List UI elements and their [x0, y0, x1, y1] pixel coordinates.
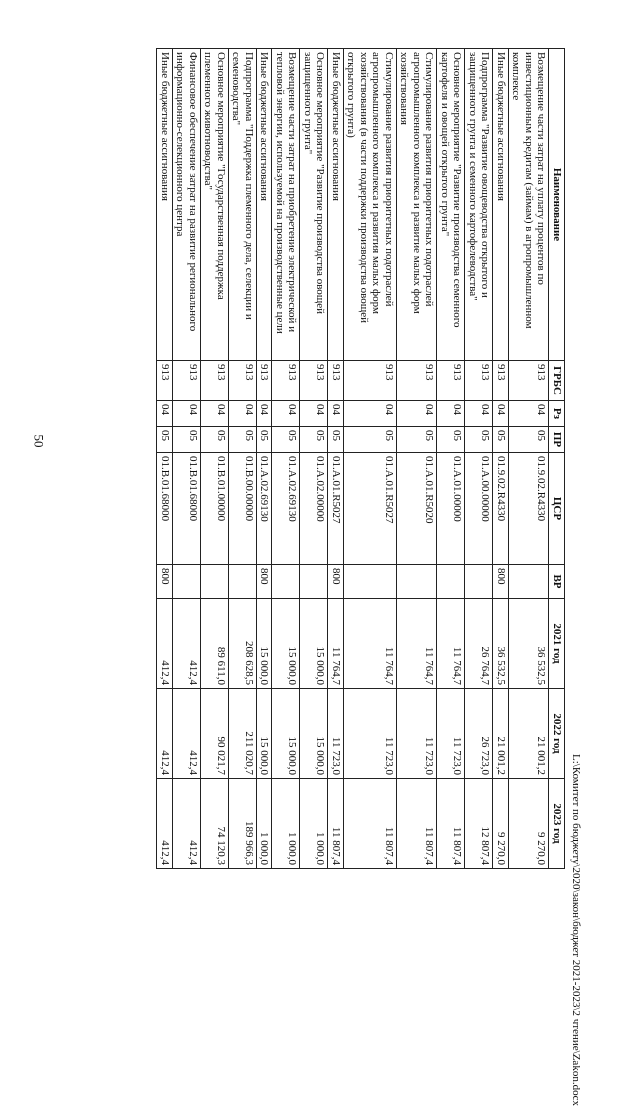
cell-csr: 01.В.01.68000 [173, 453, 201, 565]
cell-y2023: 189 966,3 [229, 779, 257, 869]
cell-y2021: 15 000,0 [257, 599, 273, 689]
header-grbs: ГРБС [549, 361, 565, 401]
cell-pr: 05 [344, 427, 397, 453]
cell-y2022: 412,4 [173, 689, 201, 779]
cell-y2022: 21 001,2 [493, 689, 509, 779]
cell-pr: 05 [509, 427, 550, 453]
cell-rz: 04 [229, 401, 257, 427]
cell-y2021: 412,4 [173, 599, 201, 689]
cell-vr [465, 565, 493, 599]
table-row [328, 49, 344, 869]
cell-csr: 01.А.01.R5027 [344, 453, 397, 565]
header-name: Наименование [549, 49, 565, 361]
cell-y2022: 15 000,0 [272, 689, 300, 779]
table-row [229, 49, 257, 869]
cell-rz: 04 [493, 401, 509, 427]
cell-name: Подпрограмма "Поддержка племенного дела, селекции и семеноводства" [229, 49, 257, 361]
cell-vr [300, 565, 328, 599]
cell-y2021: 11 764,7 [328, 599, 344, 689]
cell-rz: 04 [397, 401, 438, 427]
cell-name: Стимулирование развития приоритетных подотраслей агропромышленного комплекса и развития малых форм хозяйствования (в части поддержки производства овощей открытого грунта) [344, 49, 397, 361]
cell-name: Подпрограмма "Развитие овощеводства открытого и защищенного грунта и семенного картофелеводства" [465, 49, 493, 361]
cell-csr: 01.А.02.00000 [300, 453, 328, 565]
cell-y2023: 412,4 [157, 779, 173, 869]
cell-y2023: 1 000,0 [272, 779, 300, 869]
cell-y2023: 9 270,0 [509, 779, 550, 869]
cell-csr: 01.А.02.69130 [257, 453, 273, 565]
cell-name: Иные бюджетные ассигнования [493, 49, 509, 361]
cell-rz: 04 [201, 401, 229, 427]
cell-grbs: 913 [201, 361, 229, 401]
cell-vr: 800 [328, 565, 344, 599]
budget-table [157, 48, 566, 869]
cell-y2021: 26 764,7 [465, 599, 493, 689]
cell-vr [437, 565, 465, 599]
cell-vr [229, 565, 257, 599]
cell-csr: 01.А.01.R5027 [328, 453, 344, 565]
table-row [157, 49, 173, 869]
table-row [173, 49, 201, 869]
table-row [201, 49, 229, 869]
cell-vr [201, 565, 229, 599]
cell-vr [272, 565, 300, 599]
cell-name: Основное мероприятие "Развитие производства овощей защищенного грунта" [300, 49, 328, 361]
cell-pr: 05 [465, 427, 493, 453]
table-row [509, 49, 550, 869]
cell-name: Основное мероприятие "Государственная поддержка племенного животноводства" [201, 49, 229, 361]
cell-y2021: 11 764,7 [437, 599, 465, 689]
cell-y2022: 412,4 [157, 689, 173, 779]
cell-rz: 04 [509, 401, 550, 427]
cell-grbs: 913 [437, 361, 465, 401]
cell-grbs: 913 [173, 361, 201, 401]
page-number: 50 [31, 434, 47, 448]
cell-grbs: 913 [229, 361, 257, 401]
cell-vr: 800 [493, 565, 509, 599]
cell-y2023: 11 807,4 [344, 779, 397, 869]
table-header-row [549, 49, 565, 869]
cell-y2021: 208 628,5 [229, 599, 257, 689]
cell-csr: 01.9.02.R4330 [493, 453, 509, 565]
cell-y2022: 15 000,0 [257, 689, 273, 779]
cell-y2023: 74 120,3 [201, 779, 229, 869]
cell-name: Иные бюджетные ассигнования [328, 49, 344, 361]
cell-vr: 800 [157, 565, 173, 599]
cell-y2021: 11 764,7 [344, 599, 397, 689]
cell-pr: 05 [173, 427, 201, 453]
cell-pr: 05 [229, 427, 257, 453]
cell-y2021: 15 000,0 [272, 599, 300, 689]
table-row [465, 49, 493, 869]
table-row [300, 49, 328, 869]
cell-pr: 05 [257, 427, 273, 453]
budget-table-container [100, 48, 565, 868]
cell-y2021: 15 000,0 [300, 599, 328, 689]
cell-y2023: 11 807,4 [397, 779, 438, 869]
cell-pr: 05 [493, 427, 509, 453]
cell-vr: 800 [257, 565, 273, 599]
header-2021: 2021 год [549, 599, 565, 689]
cell-csr: 01.9.02.R4330 [509, 453, 550, 565]
cell-csr: 01.А.02.69130 [272, 453, 300, 565]
cell-name: Иные бюджетные ассигнования [157, 49, 173, 361]
table-row [437, 49, 465, 869]
cell-rz: 04 [344, 401, 397, 427]
cell-y2023: 12 807,4 [465, 779, 493, 869]
cell-y2022: 11 723,0 [397, 689, 438, 779]
cell-y2021: 36 532,5 [493, 599, 509, 689]
cell-y2023: 412,4 [173, 779, 201, 869]
cell-grbs: 913 [272, 361, 300, 401]
cell-y2022: 90 021,7 [201, 689, 229, 779]
cell-csr: 01.А.01.R5020 [397, 453, 438, 565]
cell-vr [509, 565, 550, 599]
cell-y2022: 26 723,0 [465, 689, 493, 779]
cell-y2023: 1 000,0 [300, 779, 328, 869]
cell-rz: 04 [257, 401, 273, 427]
cell-pr: 05 [328, 427, 344, 453]
header-2022: 2022 год [549, 689, 565, 779]
cell-pr: 05 [201, 427, 229, 453]
cell-y2023: 9 270,0 [493, 779, 509, 869]
cell-csr: 01.В.00.00000 [229, 453, 257, 565]
cell-rz: 04 [173, 401, 201, 427]
cell-rz: 04 [465, 401, 493, 427]
cell-y2022: 11 723,0 [328, 689, 344, 779]
cell-rz: 04 [157, 401, 173, 427]
cell-grbs: 913 [493, 361, 509, 401]
cell-y2023: 1 000,0 [257, 779, 273, 869]
cell-y2021: 36 532,5 [509, 599, 550, 689]
cell-rz: 04 [328, 401, 344, 427]
cell-y2023: 11 807,4 [328, 779, 344, 869]
cell-pr: 05 [272, 427, 300, 453]
header-vr: ВР [549, 565, 565, 599]
cell-vr [344, 565, 397, 599]
cell-name: Стимулирование развития приоритетных подотраслей агропромышленного комплекса и развитие малых форм хозяйствования [397, 49, 438, 361]
cell-y2021: 412,4 [157, 599, 173, 689]
cell-y2021: 11 764,7 [397, 599, 438, 689]
cell-pr: 05 [437, 427, 465, 453]
cell-y2022: 21 001,2 [509, 689, 550, 779]
cell-pr: 05 [300, 427, 328, 453]
cell-y2022: 211 020,7 [229, 689, 257, 779]
cell-grbs: 913 [465, 361, 493, 401]
cell-pr: 05 [397, 427, 438, 453]
header-2023: 2023 год [549, 779, 565, 869]
cell-csr: 01.В.01.00000 [201, 453, 229, 565]
cell-grbs: 913 [344, 361, 397, 401]
cell-y2022: 11 723,0 [437, 689, 465, 779]
table-row [493, 49, 509, 869]
cell-csr: 01.А.00.00000 [465, 453, 493, 565]
cell-name: Иные бюджетные ассигнования [257, 49, 273, 361]
cell-grbs: 913 [300, 361, 328, 401]
cell-y2021: 89 611,0 [201, 599, 229, 689]
cell-name: Основное мероприятие "Развитие производства семенного картофеля и овощей открытого грунта" [437, 49, 465, 361]
header-rz: Рз [549, 401, 565, 427]
cell-grbs: 913 [328, 361, 344, 401]
header-csr: ЦСР [549, 453, 565, 565]
cell-name: Возмещение части затрат на приобретение электрической и тепловой энергии, используемой на производственные цели [272, 49, 300, 361]
table-row [257, 49, 273, 869]
table-row [272, 49, 300, 869]
cell-csr: 01.В.01.68000 [157, 453, 173, 565]
cell-y2022: 15 000,0 [300, 689, 328, 779]
cell-grbs: 913 [397, 361, 438, 401]
cell-grbs: 913 [257, 361, 273, 401]
cell-pr: 05 [157, 427, 173, 453]
cell-name: Возмещение части затрат на уплату процентов по инвестиционным кредитам (займам) в агропромышленном комплексе [509, 49, 550, 361]
cell-y2023: 11 807,4 [437, 779, 465, 869]
table-row [344, 49, 397, 869]
cell-grbs: 913 [157, 361, 173, 401]
footer-file-path: L:\Комитет по бюджету\2020\закон\бюджет 2021-2023\2 чтение\Zakon.docx [570, 754, 582, 1106]
cell-rz: 04 [300, 401, 328, 427]
cell-vr [173, 565, 201, 599]
cell-rz: 04 [272, 401, 300, 427]
table-body [157, 49, 549, 869]
cell-rz: 04 [437, 401, 465, 427]
cell-y2022: 11 723,0 [344, 689, 397, 779]
cell-vr [397, 565, 438, 599]
header-pr: ПР [549, 427, 565, 453]
cell-grbs: 913 [509, 361, 550, 401]
cell-name: Финансовое обеспечение затрат на развитие регионального информационно-селекционного центра [173, 49, 201, 361]
cell-csr: 01.А.01.00000 [437, 453, 465, 565]
table-row [397, 49, 438, 869]
